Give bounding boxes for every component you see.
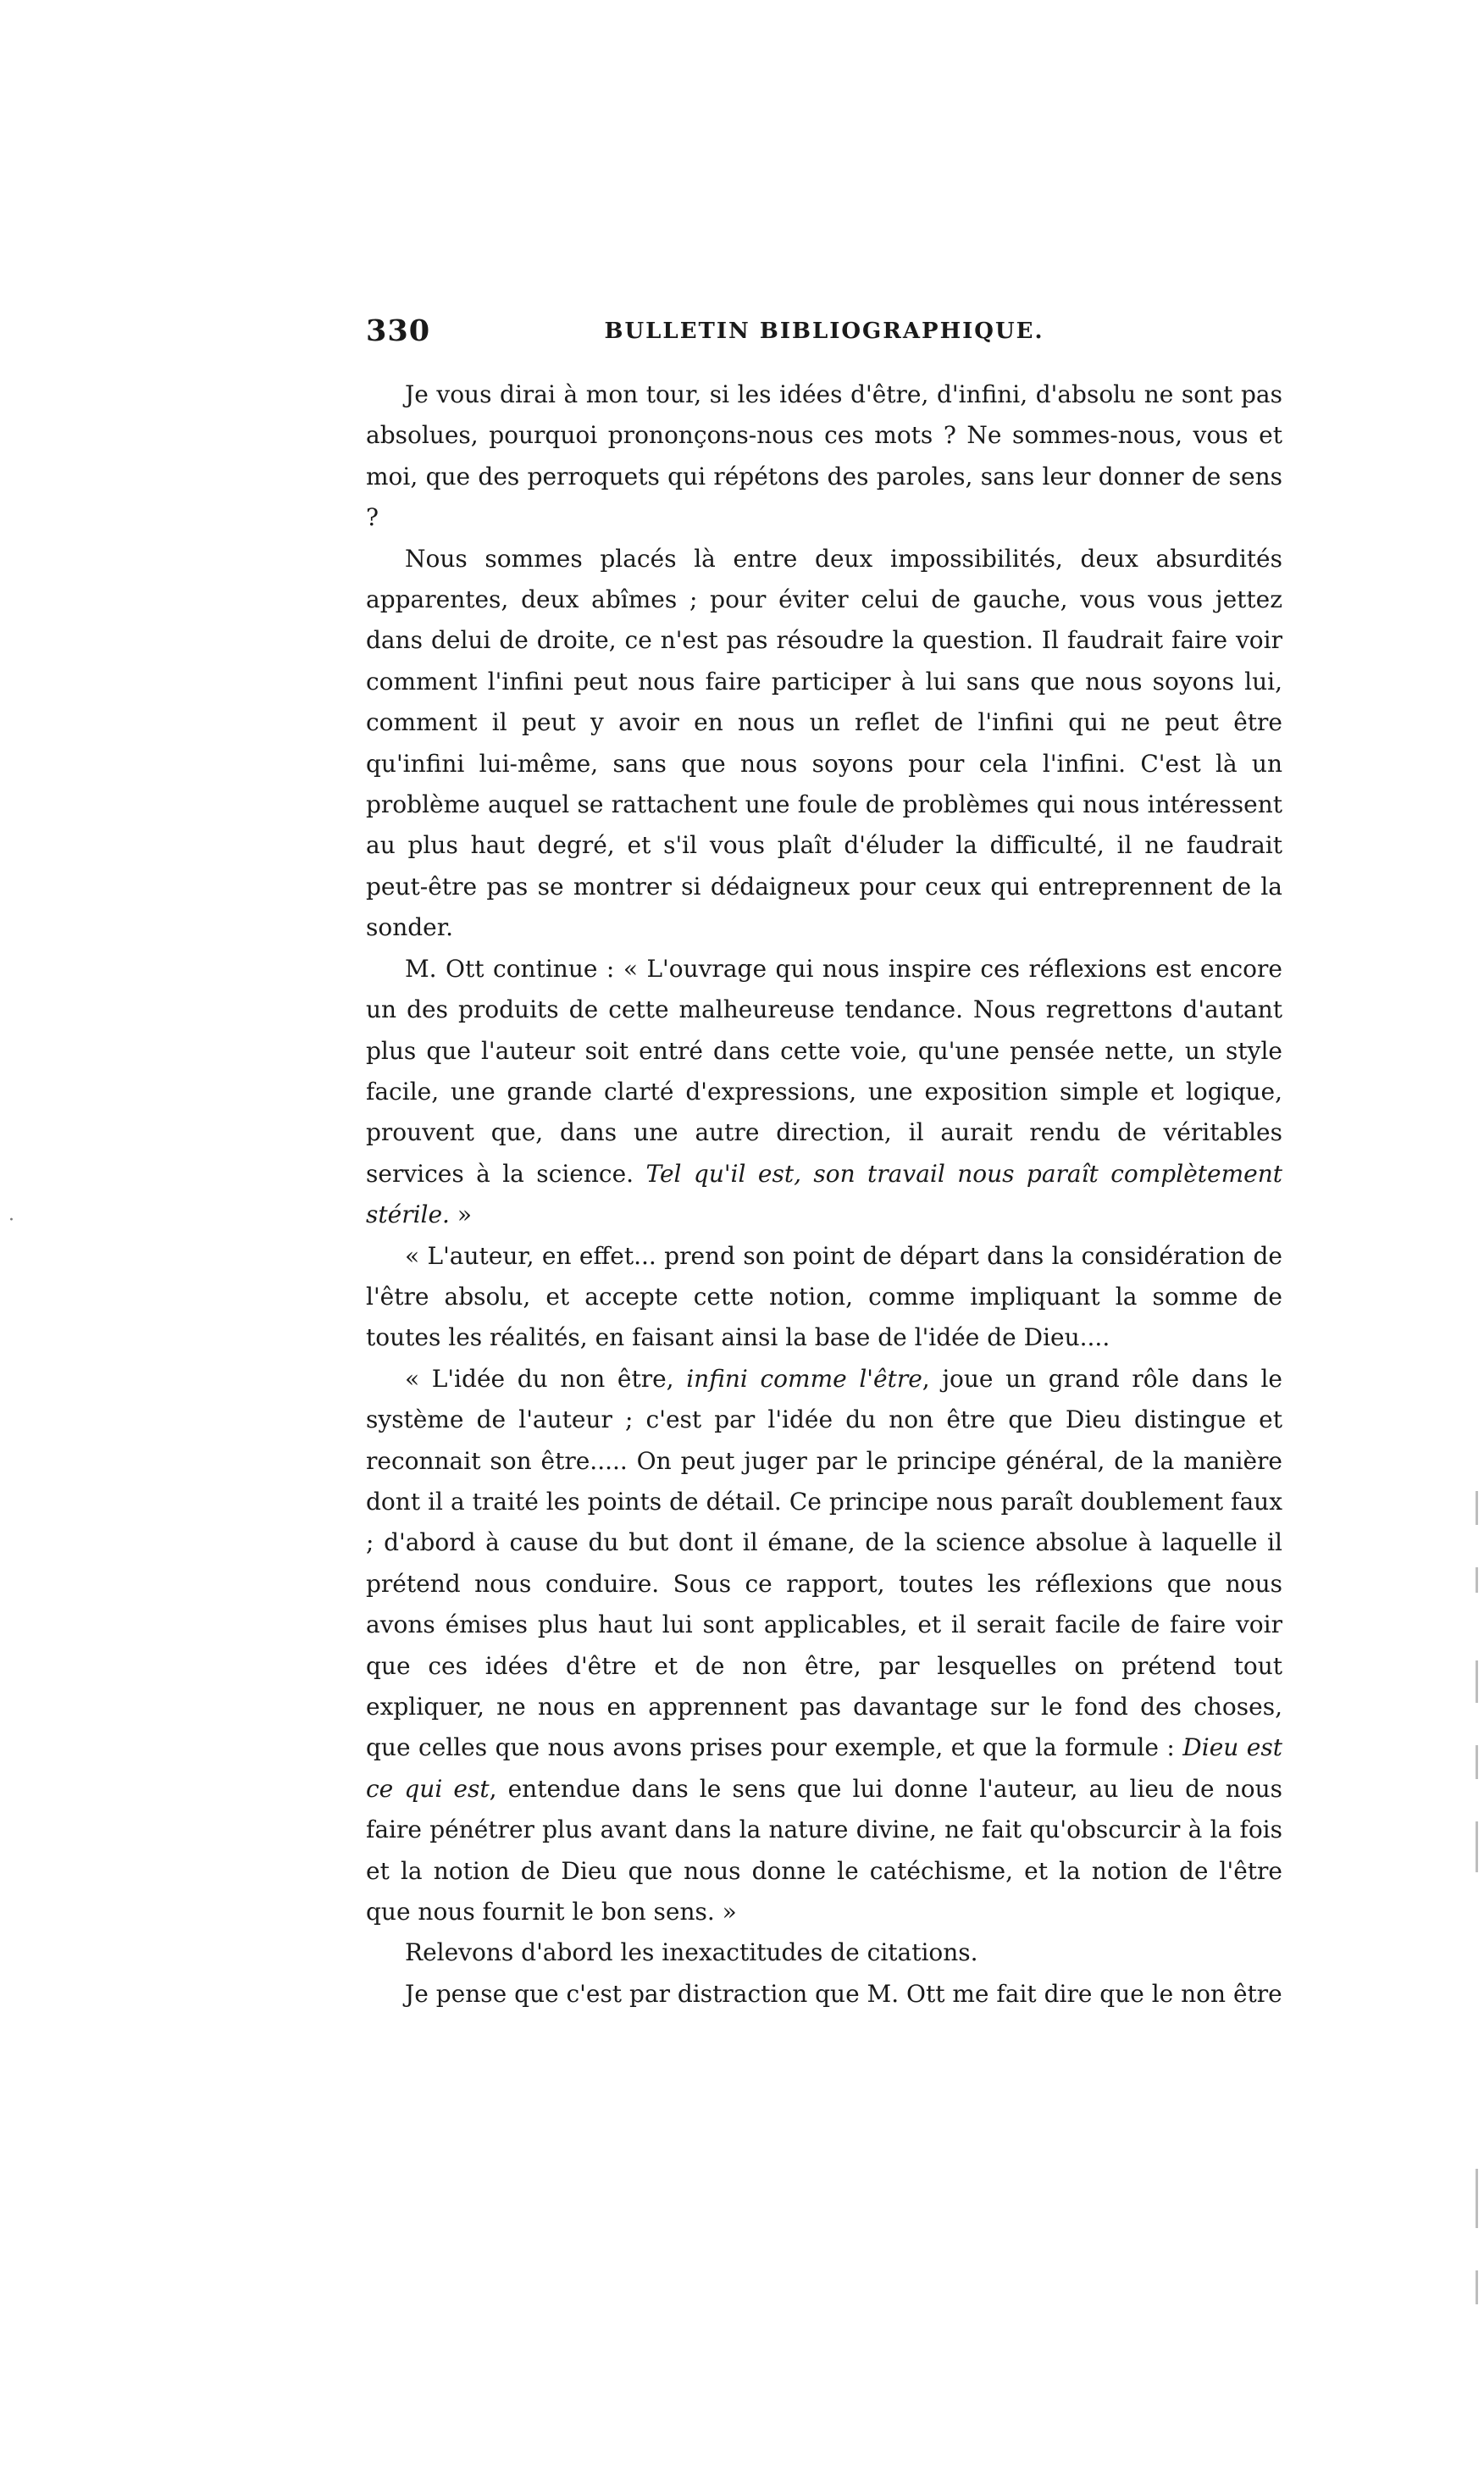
paragraph (366, 1359, 1282, 1933)
page-number: 330 (366, 313, 431, 348)
book-page (366, 313, 1282, 2015)
scan-margin-line (1476, 2169, 1478, 2228)
paragraph: Nous sommes placés là entre deux impossibilités, deux absurdités apparentes, deux abîmes ; pour éviter celui de gauche, vous vous jettez dans delui de droite, ce n'est pas résoudre la question. Il faudrait faire voir comment l'infini peut nous faire participer à lui sans que nous soyons lui, comment il peut y avoir en nous un reflet de l'infini qui ne peut être qu'infini lui-même, sans que nous soyons pour cela l'infini. C'est là un problème auquel se rattachent une foule de problèmes qui nous intéressent au plus haut degré, et s'il vous plaît d'éluder la difficulté, il ne faudrait peut-être pas se montrer si dédaigneux pour ceux qui entreprennent de la sonder. (366, 544, 1282, 942)
italic-phrase: infini comme l'être (686, 1364, 922, 1393)
body-text (366, 374, 1282, 2015)
italic-quote: Tel qu'il est, son travail nous paraît complètement stérile. (366, 1159, 1282, 1229)
scan-speck: · (8, 1210, 14, 1231)
paragraph: « L'auteur, en effet... prend son point de départ dans la considération de l'être absolu, et accepte cette notion, comme impliquant la somme de toutes les réalités, en faisant ainsi la base de l'idée de Dieu.... (366, 1241, 1282, 1352)
scan-margin-line (1476, 1821, 1478, 1872)
paragraph: Je pense que c'est par distraction que M. Ott me fait dire que le non être (405, 1979, 1282, 2008)
paragraph-text: , entendue dans le sens que lui donne l'auteur, au lieu de nous faire pénétrer plus avant dans la nature divine, ne fait qu'obscurcir à la fois et la notion de Dieu que nous donne le catéchisme, et la notion de l'être que nous fournit le bon sens. » (366, 1774, 1283, 1926)
page-header (366, 313, 1282, 364)
closing-guillemet: » (449, 1200, 472, 1229)
italic-formula: Dieu est ce qui est (366, 1733, 1282, 1803)
paragraph: Je vous dirai à mon tour, si les idées d'être, d'infini, d'absolu ne sont pas absolues, pourquoi prononçons-nous ces mots ? Ne sommes-nous, vous et moi, que des perroquets qui répétons des paroles, sans leur donner de sens ? (366, 380, 1282, 532)
paragraph (366, 949, 1282, 1236)
paragraph-text: « L'idée du non être, (405, 1364, 687, 1393)
scan-margin-line (1476, 1745, 1478, 1779)
paragraph-text: , joue un grand rôle dans le système de l'auteur ; c'est par l'idée du non être que Dieu distingue et reconnait son être..... On peut juger par le principe général, de la manière dont il a traité les points de détail. Ce principe nous paraît doublement faux ; d'abord à cause du but dont il émane, de la science absolue à laquelle il prétend nous conduire. Sous ce rapport, toutes les réflexions que nous avons émises plus haut lui sont applicables, et il serait facile de faire voir que ces idées d'être et de non être, par lesquelles on prétend tout expliquer, ne nous en apprennent pas davantage sur le fond des choses, que celles que nous avons prises pour exemple, et que la formule : (366, 1364, 1282, 1762)
paragraph-text: M. Ott continue : « L'ouvrage qui nous inspire ces réflexions est encore un des produits de cette malheureuse tendance. Nous regrettons d'autant plus que l'auteur soit entré dans cette voie, qu'une pensée nette, un style facile, une grande clarté d'expressions, une exposition simple et logique, prouvent que, dans une autre direction, il aurait rendu de véritables services à la science. (366, 954, 1282, 1188)
scan-margin-line (1476, 2270, 1478, 2304)
scan-margin-line (1476, 1491, 1478, 1525)
scan-margin-line (1476, 1567, 1478, 1593)
scan-margin-line (1476, 1660, 1478, 1703)
paragraph: Relevons d'abord les inexactitudes de citations. (405, 1938, 978, 1967)
running-title: BULLETIN BIBLIOGRAPHIQUE. (604, 319, 1044, 344)
